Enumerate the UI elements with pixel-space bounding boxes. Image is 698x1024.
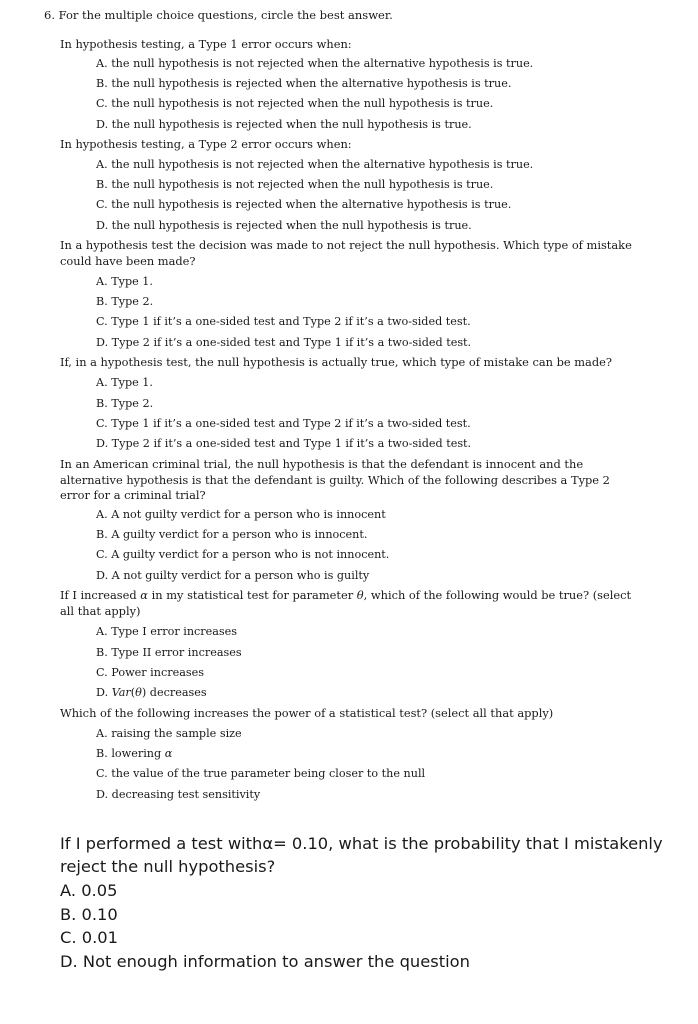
question-6-option-c[interactable]: C. Power increases [96, 666, 204, 679]
option-text: B. lowering [96, 747, 165, 760]
question-6-option-d[interactable] [96, 685, 207, 700]
question-1-option-a[interactable]: A. the null hypothesis is not rejected when the alternative hypothesis is true. [96, 57, 534, 70]
question-3-option-b[interactable]: B. Type 2. [96, 295, 154, 308]
var-symbol: Var [111, 686, 131, 699]
question-3-option-c[interactable]: C. Type 1 if it’s a one-sided test and Type 2 if it’s a two-sided test. [96, 315, 471, 328]
theta-symbol: θ [356, 588, 364, 602]
question-1-stem: In hypothesis testing, a Type 1 error occurs when: [60, 37, 352, 51]
question-2-option-d[interactable]: D. the null hypothesis is rejected when the null hypothesis is true. [96, 219, 472, 232]
final-question-option-a[interactable]: A. 0.05 [60, 881, 118, 900]
final-question-option-d[interactable]: D. Not enough information to answer the question [60, 952, 470, 971]
question-7-option-b[interactable] [96, 746, 172, 761]
question-3-option-d[interactable]: D. Type 2 if it’s a one-sided test and Type 1 if it’s a two-sided test. [96, 336, 472, 349]
question-2-option-b[interactable]: B. the null hypothesis is not rejected when the null hypothesis is true. [96, 178, 494, 191]
question-1-option-d[interactable]: D. the null hypothesis is rejected when the null hypothesis is true. [96, 118, 472, 131]
question-6-option-a[interactable]: A. Type I error increases [96, 625, 238, 638]
final-question-option-b[interactable]: B. 0.10 [60, 905, 118, 924]
stem-text: , which of the following would be true? (select all that apply) [60, 588, 632, 618]
question-2-option-c[interactable]: C. the null hypothesis is rejected when the alternative hypothesis is true. [96, 198, 512, 211]
question-3-option-a[interactable]: A. Type 1. [96, 275, 153, 288]
stem-text: If I increased [60, 588, 141, 602]
question-6-stem [60, 588, 638, 619]
question-2-stem: In hypothesis testing, a Type 2 error occurs when: [60, 137, 352, 151]
question-4-option-a[interactable]: A. Type 1. [96, 376, 153, 389]
question-4-stem: If, in a hypothesis test, the null hypothesis is actually true, which type of mistake can be made? [60, 355, 612, 369]
question-1-option-c[interactable]: C. the null hypothesis is not rejected when the null hypothesis is true. [96, 97, 494, 110]
question-4-option-c[interactable]: C. Type 1 if it’s a one-sided test and Type 2 if it’s a two-sided test. [96, 417, 471, 430]
theta-symbol: θ [135, 686, 142, 699]
question-7-option-a[interactable]: A. raising the sample size [96, 727, 242, 740]
final-question-stem: If I performed a test withα= 0.10, what is the probability that I mistakenly reject the null hypothesis? [60, 834, 663, 876]
question-7-stem: Which of the following increases the power of a statistical test? (select all that apply) [60, 706, 554, 720]
alpha-symbol: α [164, 747, 173, 760]
question-2-option-a[interactable]: A. the null hypothesis is not rejected when the alternative hypothesis is true. [96, 158, 534, 171]
question-7-option-c[interactable]: C. the value of the true parameter being closer to the null [96, 767, 426, 780]
alpha-symbol: α [140, 588, 148, 602]
question-5-option-a[interactable]: A. A not guilty verdict for a person who is innocent [96, 508, 386, 521]
section-header: 6. For the multiple choice questions, circle the best answer. [44, 8, 393, 22]
option-text: ) decreases [141, 686, 207, 699]
question-4-option-b[interactable]: B. Type 2. [96, 397, 154, 410]
paren: ( [130, 686, 136, 699]
question-5-stem: In an American criminal trial, the null hypothesis is that the defendant is innocent and the alternative hypothesis is that the defendant is guilty. Which of the following describes a Type 2 error for a criminal trial? [60, 457, 610, 502]
question-5-option-d[interactable]: D. A not guilty verdict for a person who is guilty [96, 569, 370, 582]
question-5-option-b[interactable]: B. A guilty verdict for a person who is innocent. [96, 528, 368, 541]
question-3-stem: In a hypothesis test the decision was made to not reject the null hypothesis. Which type of mistake could have been made? [60, 238, 632, 268]
question-6-option-b[interactable]: B. Type II error increases [96, 646, 242, 659]
stem-text: in my statistical test for parameter [148, 588, 357, 602]
final-question-option-c[interactable]: C. 0.01 [60, 928, 118, 947]
question-4-option-d[interactable]: D. Type 2 if it’s a one-sided test and Type 1 if it’s a two-sided test. [96, 437, 472, 450]
option-letter: D. [96, 686, 112, 699]
question-7-option-d[interactable]: D. decreasing test sensitivity [96, 788, 261, 801]
question-5-option-c[interactable]: C. A guilty verdict for a person who is not innocent. [96, 548, 390, 561]
question-1-option-b[interactable]: B. the null hypothesis is rejected when the alternative hypothesis is true. [96, 77, 512, 90]
